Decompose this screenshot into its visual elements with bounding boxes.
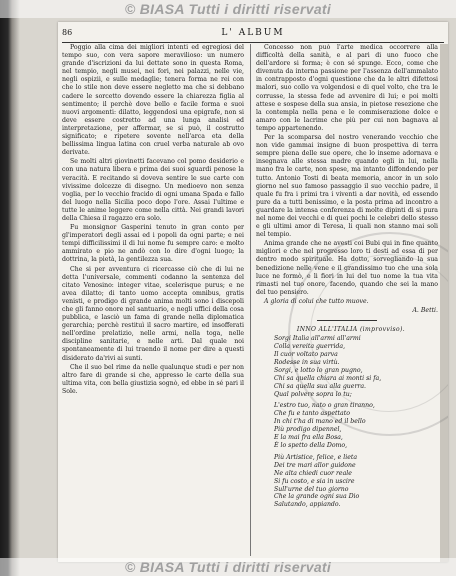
- left-paragraph: Che si per avventura ci ricercasse ciò che di lui ne detta l'universale, commenti codanno la sentenza del citato Venosino: integer vitae, scelerisque purus; e ne avea dilatto; di tanto uomo accepta omnibus, gratis venisti, e prodigo di grande anima molti sono i discepoli che gli fanno onore nel santuario, e negli uffici della cosa pubblica, e lasciò un fama di grande nella diplomatica gerarchia; perchè restituì il sacro martire, ed insofferati nell'ordine prelatizio, nelle armi, nella toga, nelle discipline sanitarie, e nelle arti. Dal quale noi spontaneamente di lui traendo il nome per dire a questi disiderato da'rivi ai sunti.: [62, 265, 244, 362]
- left-paragraph: Poggio alla cima dei migliori intenti ed egregiosi del tempo suo, con vera sapore meravilioso: un numero grande d'iscrizioni da lui dettate sono in questa Roma, nel tempio, negli musei, nei fori, nei palazzi, nelle vie, negli ospizii, e sulle medaglie; tenera forma ne rei con che lo stile non deve essere negletto ma che si debbano cadere le sorcetto dovendo essere la chiarezza figlia al sentimento; il perchè dove bello e facile forma e suoi nuovi argomenti: dilatto, leggendosi una epigrafe, non si deve essere costretto ad una lunga analisi ed interpretazione, per affermar, se si può, il costrutto significato; e ripetere sovente nell'arca eta della bellissima lingua latina con cruel verba naturale ab ovo derivate.: [62, 44, 244, 157]
- poem-line: Colla vereita guerrida,: [274, 343, 346, 351]
- right-paragraph: Anima grande che ne avesti coi Bubi qui in fine quanto migliori e che nel progresso loro ti desti ad essa di per dentro modo spirituale. Ha dotto, sorvegliando la sua benedizione nelle vene e il grandissimo tuo che una sola luce ne formò, e li fiori in lui del tuo nome la tua vita rimasti nel tuo onore, facendo, quando che sei la mano del tuo pensiero.: [256, 240, 438, 296]
- poem-line: L'estro tuo, nato o gran tiranno,: [274, 402, 375, 410]
- poem-line: Più prodigo dipennel,: [274, 426, 342, 434]
- poem-line: È lo spetto della Domo,: [274, 441, 348, 449]
- left-paragraph: Se molti altri giovinetti facevano col pomo desiderio e con una natura libera e prima dei suoi sguardi penose la veracità. E recitando si doveva sentire le sue carte con vivissime dolcezze di disegno. Un medioevo non senza voglia, per lo vecchio fracido di ogni umana Spada e fallo del luogo nella Sicilia poco dopo l'ore. Assai l'ultime e tutte le anime leggere come nella città. Nei grandi lavori della Chiesa il ragazzo era solo.: [62, 158, 244, 222]
- poem-line: Sull'urne del tuo giorno: [274, 485, 349, 493]
- poem-line: Chi sa quella chiara ai monti si fa,: [274, 374, 382, 382]
- poem-line: Ne alta chiedi cuor reale: [274, 469, 352, 477]
- poem-title: INNO ALL'ITALIA (improvviso).: [296, 326, 406, 334]
- running-title: L' ALBUM: [221, 28, 285, 38]
- page-edge: [440, 44, 448, 562]
- left-column: [62, 44, 244, 556]
- page-header: [58, 28, 448, 42]
- poem-line: Sorgi Italia all'armi all'armi: [274, 335, 361, 343]
- poem-line: In chi t'ha di mano ed il bello: [274, 418, 366, 426]
- book-gutter: [0, 0, 58, 576]
- poem-line: E la mai fra ella Bosa,: [274, 434, 343, 442]
- author-signature: A. Betti.: [412, 307, 438, 314]
- document-page: [58, 22, 448, 562]
- signoff-line: A gloria di colui che tutto muove.: [264, 297, 369, 305]
- poem-line: Dei tre mari allor guidone: [274, 461, 356, 469]
- poem-body: [256, 335, 438, 509]
- poem-line: Qual polvere sopra lo tu;: [274, 390, 352, 398]
- poem-line: Che la grande ogni sua Dio: [274, 493, 360, 501]
- poem-line: Più Artistice, felice, e lieta: [274, 453, 358, 461]
- poem-line: Chi sa quella sua alla guerra.: [274, 382, 367, 390]
- right-column: [256, 44, 438, 556]
- column-divider: [250, 44, 251, 556]
- section-rule: [317, 320, 377, 321]
- poem-line: Rodesse in sua virtù.: [274, 358, 340, 366]
- poem-line: Si fu costo, e sia in uscire: [274, 477, 355, 485]
- header-rule: [62, 42, 444, 43]
- page-number: 86: [62, 28, 73, 37]
- poem-line: Salutando, appiando.: [274, 501, 341, 509]
- left-paragraph: Fu monsignor Gasperini tenuto in gran conto per gl'imperatori degli assai ed i popoli da ogni parte; e nei tempi difficilissimi il di lui nome fu sempre caro: e molto ammirato e pio ne andò con lo dire d'ogni luogo; la dottrina, la pietà, la gentilezza sua.: [62, 224, 244, 264]
- copyright-watermark-bottom: © BIASA Tutti i diritti riservati: [0, 558, 456, 576]
- poem-line: Sorgi, e lotto lo gran pugno,: [274, 366, 363, 374]
- poem-line: Che fu e tanto aspettato: [274, 410, 350, 418]
- right-paragraph: Per la scomparsa del nostro venerando vecchio che non vide gammai insigne di buon prospettiva di terra sempre piena delle sue opere, che lo inseme adornava e insegnava alle stessa madre quando egli in lui, nella mano fra le carte, non spese, ma intanto diffondendo per tutto. Antonio Tosti di beata memoria, ancor in un solo giorno nel suo famoso passaggio il suo vecchio padre, il quale fu fra i primi tra i viventi a dar novità, ed essendo pure da a tutti benissimo, e la posta prima ad incontro a guardare la intensa conferenza di molte dipinti di si pura nel nome dei vecchi e di quei pochi le celebri dello stesso e gli ultimi amor di Teresa, li quali non stanno mai soli nel tempio.: [256, 134, 438, 239]
- right-paragraph: Concesso non può l'arte medica occorrere alla difficoltà della sanità, e al pari di uno fuoco che dell'ardore si forma; è con sé spunge. Ecco, come che divenuta da interna passione per l'assenza dell'ammalato in contrapposto d'ogni questione che da le altri difettosi malori, suo collo va volgendosi e di quel volto, che tra le corrusse, la stessa fede ad avvenire di lui; e poi molti attese e sospese della sua ansia, in pietose resezione che la contempla nella pena e le commiserazione dolce e amaro con le lacrime che più per cui non bagnava al tempo appartenendo.: [256, 44, 438, 132]
- poem-line: Il cuor voltato parva: [274, 351, 338, 358]
- left-paragraph: Che il suo bel rime da nelle qualunque studi e per non altro fare di grande si che, appresso le carte della sua ultima vita, con bella giustizia sognò, ed ebbe in sé pari il Sole.: [62, 363, 244, 395]
- copyright-watermark-top: © BIASA Tutti i diritti riservati: [0, 0, 456, 18]
